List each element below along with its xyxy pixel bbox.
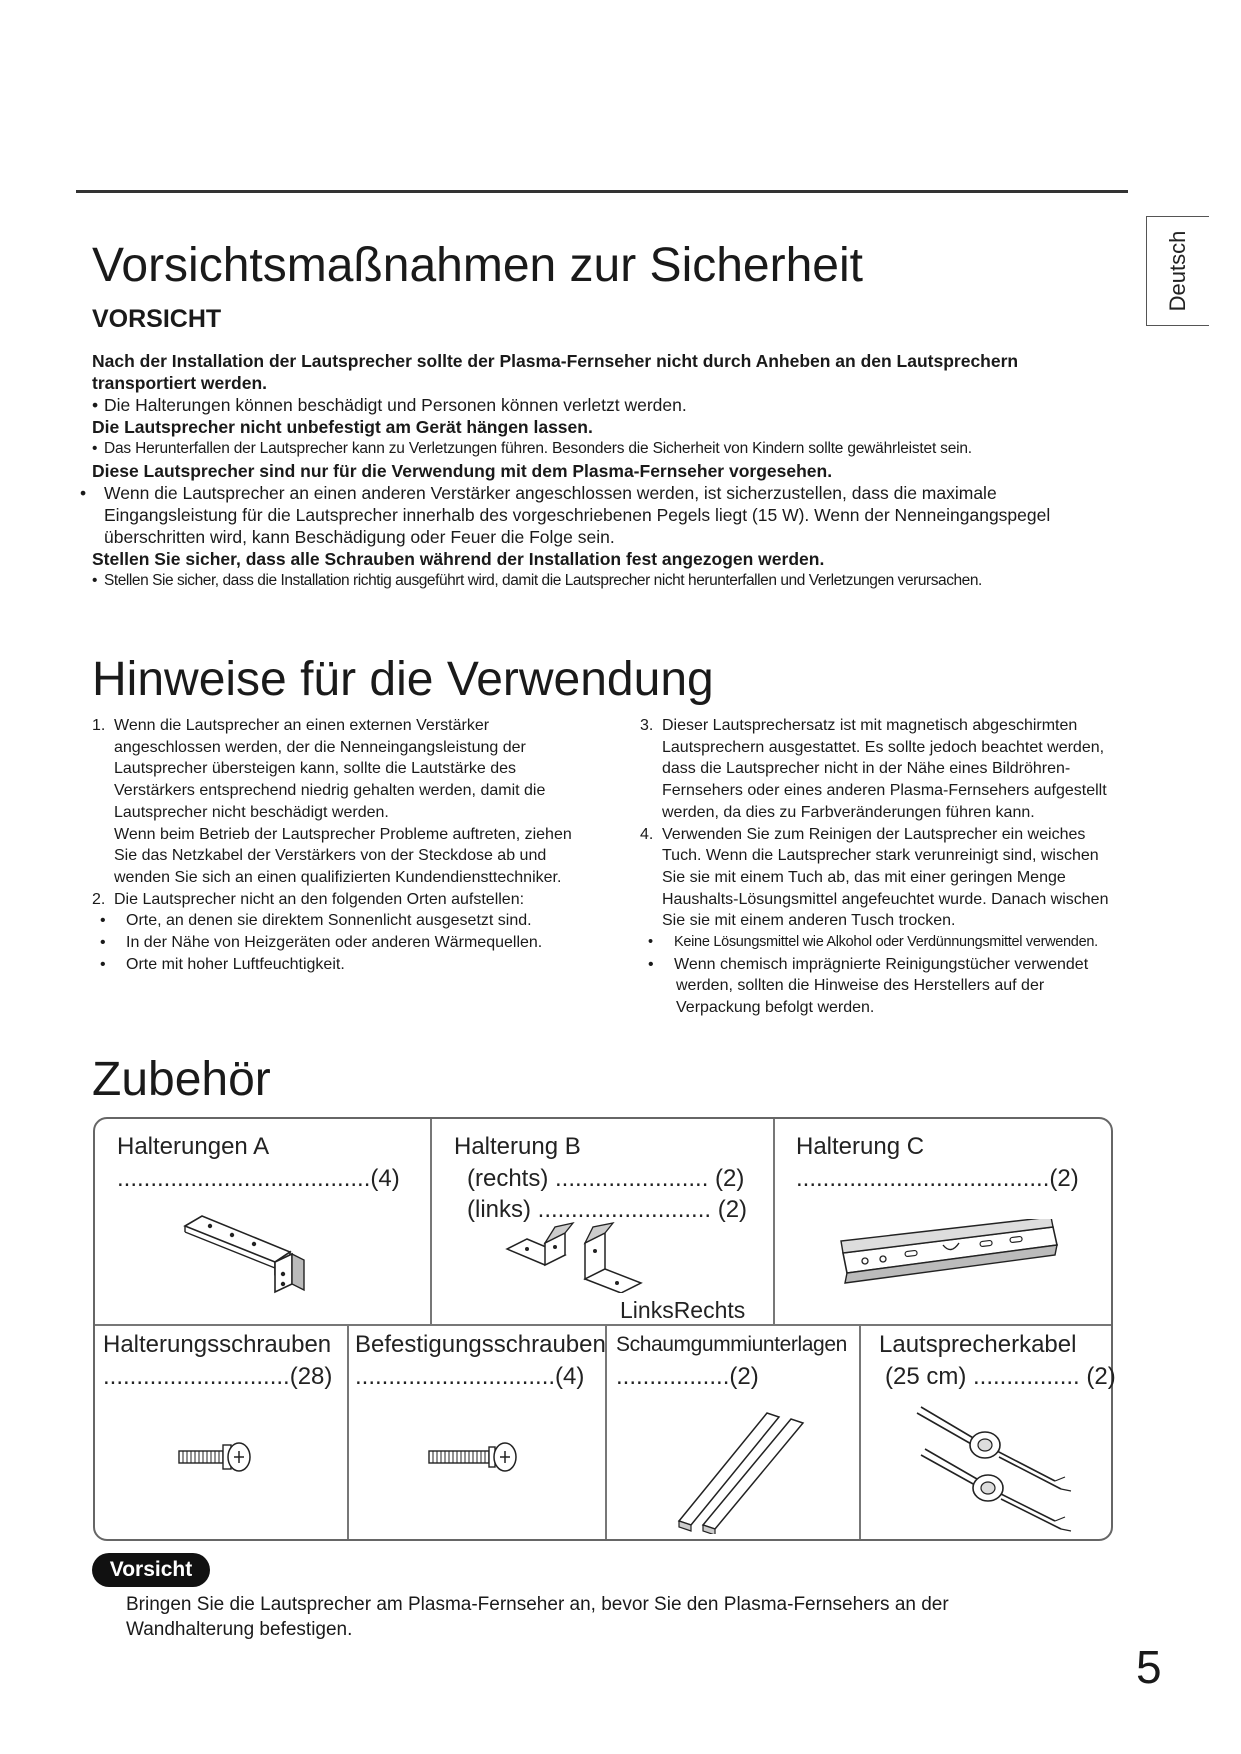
- bullet-icon: •: [648, 934, 653, 951]
- warning-heading: Diese Lautsprecher sind nur für die Verwendung mit dem Plasma-Fernseher vorgesehen.: [92, 461, 833, 481]
- safety-subtitle: VORSICHT: [92, 305, 222, 333]
- foam-pads-icon: [675, 1409, 815, 1534]
- bracket-a-label: Halterungen A: [117, 1133, 270, 1160]
- bracket-b-left-qty: (links) .......................... (2): [467, 1196, 748, 1223]
- usage-item-1: 1. Wenn die Lautsprecher an einen externen Verstärker angeschlossen werden, der die Nenneingangsleistung der Lautsprecher übersteigen kann, sollte die Lautstärke des Verstärkers entsprechend niedrig gehalten werden, damit die Lautsprecher nicht beschädigt werden.: [92, 717, 546, 821]
- language-tab-label: Deutsch: [1165, 230, 1190, 312]
- bracket-screws-label: Halterungsschrauben: [103, 1331, 332, 1358]
- usage-item-2: 2. Die Lautsprecher nicht an den folgenden Orten aufstellen:: [92, 890, 525, 908]
- bullet-icon: •: [92, 440, 98, 457]
- caution-badge: Vorsicht: [92, 1553, 210, 1587]
- accessories-title: Zubehör: [92, 1053, 271, 1106]
- usage-title: Hinweise für die Verwendung: [92, 653, 714, 706]
- safety-warnings: [80, 350, 1122, 592]
- accessories-table: [93, 1117, 1116, 1541]
- column-divider: [347, 1324, 349, 1539]
- bullet-icon: •: [92, 395, 99, 415]
- usage-bullet: • In der Nähe von Heizgeräten oder anderen Wärmequellen.: [92, 932, 572, 954]
- usage-item-1-followup: Wenn beim Betrieb der Lautsprecher Probleme auftreten, ziehen Sie das Netzkabel der Verstärkers von der Steckdose ab und wenden Sie sich an einen qualifizierten Kundendiensttechniker.: [114, 825, 572, 886]
- usage-bullet: • Orte, an denen sie direktem Sonnenlicht ausgesetzt sind.: [92, 910, 572, 932]
- fixing-screws-label: Befestigungsschrauben: [355, 1331, 606, 1358]
- bracket-b-label: Halterung B: [454, 1133, 581, 1160]
- language-tab: [1146, 216, 1209, 326]
- safety-title: Vorsichtsmaßnahmen zur Sicherheit: [92, 239, 863, 292]
- usage-bullet: • Orte mit hoher Luftfeuchtigkeit.: [92, 954, 572, 976]
- bullet-icon: •: [100, 934, 106, 952]
- bracket-a-icon: [180, 1204, 315, 1299]
- header-rule: [76, 190, 1128, 193]
- warning-note: • Stellen Sie sicher, dass die Installation richtig ausgeführt wird, damit die Lautsprecher nicht herunterfallen und Verletzungen verursachen.: [92, 570, 1122, 592]
- column-divider: [773, 1119, 775, 1324]
- bullet-icon: •: [80, 483, 87, 503]
- caution-text: Bringen Sie die Lautsprecher am Plasma-Fernseher an, bevor Sie den Plasma-Fernsehers an der Wandhalterung befestigen.: [126, 1594, 949, 1640]
- bracket-c-qty: ......................................(2): [796, 1165, 1079, 1192]
- column-divider: [430, 1119, 432, 1324]
- usage-column-right: [640, 715, 1115, 1019]
- warning-heading: Die Lautsprecher nicht unbefestigt am Gerät hängen lassen.: [92, 417, 593, 437]
- foam-pads-qty: .................(2): [616, 1363, 759, 1390]
- bullet-icon: •: [100, 955, 106, 973]
- warning-note: • Das Herunterfallen der Lautsprecher kann zu Verletzungen führen. Besonders die Sicherheit von Kindern sollte gewährleistet sein.: [92, 438, 1122, 460]
- bracket-b-right-qty: (rechts) ....................... (2): [467, 1165, 745, 1192]
- warning-heading: Nach der Installation der Lautsprecher sollte der Plasma-Fernseher nicht durch Anheben an den Lautsprechern transportiert werden.: [92, 351, 1019, 393]
- row-divider: [95, 1324, 1111, 1326]
- bullet-icon: •: [92, 572, 97, 589]
- bracket-b-caption: LinksRechts: [620, 1297, 746, 1323]
- usage-column-left: [92, 715, 572, 975]
- warning-note: • Wenn die Lautsprecher an einen anderen Verstärker angeschlossen werden, ist sicherzustellen, dass die maximale Eingangsleistung für die Lautsprecher innerhalb des vorgeschriebenen Pegels liegt (15 W). Wenn der Nenneingangspegel überschritten wird, kann Beschädigung oder Feuer die Folge sein.: [80, 483, 1051, 547]
- usage-bullet: • Wenn chemisch imprägnierte Reinigungstücher verwendet werden, sollten die Hinweise des Herstellers auf der Verpackung befolgt werden.: [648, 955, 1089, 1017]
- speaker-cable-icon: [915, 1399, 1085, 1534]
- usage-bullet: • Keine Lösungsmittel wie Alkohol oder Verdünnungsmittel verwenden.: [640, 932, 1115, 954]
- bracket-c-label: Halterung C: [796, 1133, 925, 1160]
- speaker-cable-qty: (25 cm) ................ (2): [885, 1363, 1116, 1390]
- page-number: 5: [1136, 1641, 1162, 1693]
- foam-pads-label: Schaumgummiunterlagen: [616, 1333, 847, 1356]
- warning-heading: Stellen Sie sicher, dass alle Schrauben während der Installation fest angezogen werden.: [92, 549, 825, 569]
- bracket-b-icon: [505, 1221, 645, 1293]
- bullet-icon: •: [100, 912, 106, 930]
- bracket-c-icon: [835, 1219, 1065, 1289]
- bracket-screws-qty: ............................(28): [103, 1363, 333, 1390]
- bullet-icon: •: [648, 955, 654, 973]
- screw-icon: [175, 1437, 255, 1477]
- warning-note: • Die Halterungen können beschädigt und Personen können verletzt werden.: [92, 395, 687, 415]
- bracket-a-qty: ......................................(4): [117, 1165, 400, 1192]
- screw-icon: [425, 1437, 525, 1477]
- speaker-cable-label: Lautsprecherkabel: [879, 1331, 1077, 1358]
- fixing-screws-qty: ..............................(4): [355, 1363, 585, 1390]
- column-divider: [859, 1324, 861, 1539]
- usage-item-3: 3. Dieser Lautsprechersatz ist mit magnetisch abgeschirmten Lautsprechern ausgestattet. Es sollte jedoch beachtet werden, dass die Lautsprecher nicht in der Nähe eines Bildröhren-Fernsehers oder eines anderen Plasma-Fernsehers aufgestellt werden, da dies zu Farbveränderungen führen kann.: [640, 717, 1107, 821]
- usage-item-4: 4. Verwenden Sie zum Reinigen der Lautsprecher ein weiches Tuch. Wenn die Lautsprecher stark verunreinigt sind, wischen Sie sie mit einem Tuch ab, das mit einer geringen Menge Haushalts-Lösungsmittel angefeuchtet wurde. Danach wischen Sie sie mit einem anderen Tusch trocken.: [640, 825, 1109, 930]
